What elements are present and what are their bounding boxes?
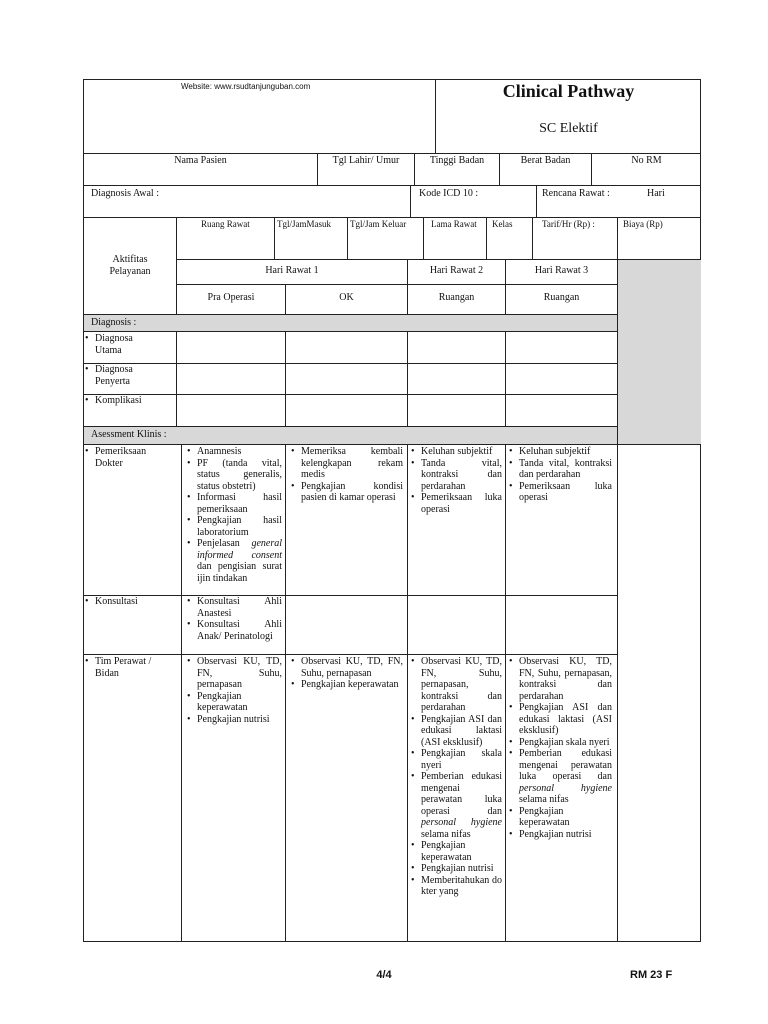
- diagnosis-main: [84, 333, 174, 356]
- service-activity-label: Aktifitas Pelayanan: [109, 254, 151, 277]
- consultation-row-label: • Konsultasi: [84, 596, 179, 608]
- diagnosis-complication-label: • Komplikasi: [84, 395, 174, 407]
- col-length-of-stay: Lama Rawat: [431, 219, 477, 229]
- col-class: Kelas: [492, 219, 513, 229]
- website-label: Website: www.rsudtanjunguban.com: [181, 82, 311, 91]
- page-bottom-border: [83, 941, 701, 942]
- exam-info-item: • Informasi hasil pemeriksaan: [186, 492, 282, 515]
- weight-label: Berat Badan: [520, 155, 571, 166]
- care-plan-days-label: Hari: [647, 188, 665, 199]
- diagnosis-section-title: Diagnosis :: [91, 317, 137, 328]
- phase-ok: OK: [339, 292, 354, 303]
- nurse-day3-list: • Observasi KU, TD, FN, Suhu, pernapasan, kontraksi dan perdarahan • Pengkajian ASI dan edukasi laktasi (ASI eksklusif) • Pengkajian skala nyeri • Pemberian edukasi mengenai perawatan luka operasi dan personal hygiene selama nifas • Pengkajian keperawatan • Pengkajian nutrisi: [508, 656, 612, 840]
- page-number: 4/4: [376, 969, 392, 981]
- medical-record-check-item: • Memeriksa kembali kelengkapan rekam medis: [290, 446, 403, 481]
- page-bottom-mask: [83, 942, 723, 962]
- diagnosis-secondary-label: • Diagnosa Penyerta: [84, 364, 155, 387]
- col-cost: Biaya (Rp): [623, 219, 663, 229]
- phase-pre-op: Pra Operasi: [207, 292, 255, 303]
- consent-item: • Penjelasan general informed consent dan pengisian surat ijin tindakan: [186, 538, 282, 584]
- patient-condition-item: • Pengkajian kondisi pasien di kamar operasi: [290, 481, 403, 504]
- col-admission: Tgl/JamMasuk: [277, 219, 331, 229]
- phase-ward-day3: Ruangan: [543, 292, 580, 303]
- nurse-day2-list: • Observasi KU, TD, FN, Suhu, pernapasan, kontraksi dan perdarahan • Pengkajian ASI dan edukasi laktasi (ASI eksklusif) • Pengkajian skala nyeri • Pemberian edukasi mengenai perawatan luka operasi dan personal hygiene selama nifas • Pengkajian keperawatan • Pengkajian nutrisi • Memberitahukan dokter yang: [410, 656, 502, 898]
- icd-code-label: Kode ICD 10 :: [419, 188, 479, 199]
- dob-label: Tgl Lahir/ Umur: [332, 155, 400, 166]
- anesthesia-consult-item: • Konsultasi Ahli Anastesi: [186, 596, 282, 619]
- col-discharge: Tgl/Jam Keluar: [350, 219, 407, 229]
- consultation-list: [186, 596, 282, 642]
- doctor-day2-list: • Keluhan subjektif • Tanda vital, kontraksi dan perdarahan • Pemeriksaan luka operasi: [410, 446, 502, 515]
- assessment-section-title: Asessment Klinis :: [91, 429, 167, 440]
- page-title: Clinical Pathway: [502, 81, 635, 101]
- initial-diagnosis-label: Diagnosis Awal :: [91, 188, 159, 199]
- doctor-ok-list: [290, 446, 403, 504]
- lab-review-item: • Pengkajian hasil laboratorium: [186, 515, 282, 538]
- diagnosis-main-label: • Diagnosa Utama: [84, 333, 155, 356]
- rm-number-label: No RM: [631, 155, 662, 166]
- doctor-pre-op-list: [186, 446, 282, 584]
- nurse-pre-op-list: • Observasi KU, TD, FN, Suhu, pernapasan • Pengkajian keperawatan • Pengkajian nutrisi: [186, 656, 282, 725]
- diagnosis-secondary: [84, 364, 174, 387]
- day-1-label: Hari Rawat 1: [265, 265, 319, 276]
- diagnosis-complication: [84, 395, 174, 407]
- page-subtitle: SC Elektif: [539, 121, 598, 136]
- nurse-row-label: • Tim Perawat / Bidan: [84, 656, 179, 679]
- phase-ward-day2: Ruangan: [438, 292, 475, 303]
- height-label: Tinggi Badan: [429, 155, 485, 166]
- care-plan-label: Rencana Rawat :: [542, 188, 610, 199]
- col-room: Ruang Rawat: [201, 219, 250, 229]
- anamnesis-item: • Anamnesis: [186, 446, 282, 458]
- patient-name-label: Nama Pasien: [174, 155, 227, 166]
- diagnosis-header-shade: [84, 314, 617, 331]
- doctor-exam-row-label: • Pemeriksaan Dokter: [84, 446, 179, 469]
- day-3-label: Hari Rawat 3: [534, 265, 589, 276]
- pediatric-consult-item: • Konsultasi Ahli Anak/ Perinatologi: [186, 619, 282, 642]
- doctor-day3-list: • Keluhan subjektif • Tanda vital, kontraksi dan perdarahan • Pemeriksaan luka operasi: [508, 446, 612, 504]
- col-tariff: Tarif/Hr (Rp) :: [542, 219, 595, 229]
- clinical-pathway-form: [83, 79, 701, 942]
- right-shade-block: [617, 259, 701, 445]
- nurse-ok-list: • Observasi KU, TD, FN, Suhu, pernapasan • Pengkajian keperawatan: [290, 656, 403, 691]
- form-code: RM 23 F: [630, 969, 673, 981]
- physical-exam-item: • PF (tanda vital, status generalis, status obstetri): [186, 458, 282, 493]
- day-2-label: Hari Rawat 2: [429, 265, 484, 276]
